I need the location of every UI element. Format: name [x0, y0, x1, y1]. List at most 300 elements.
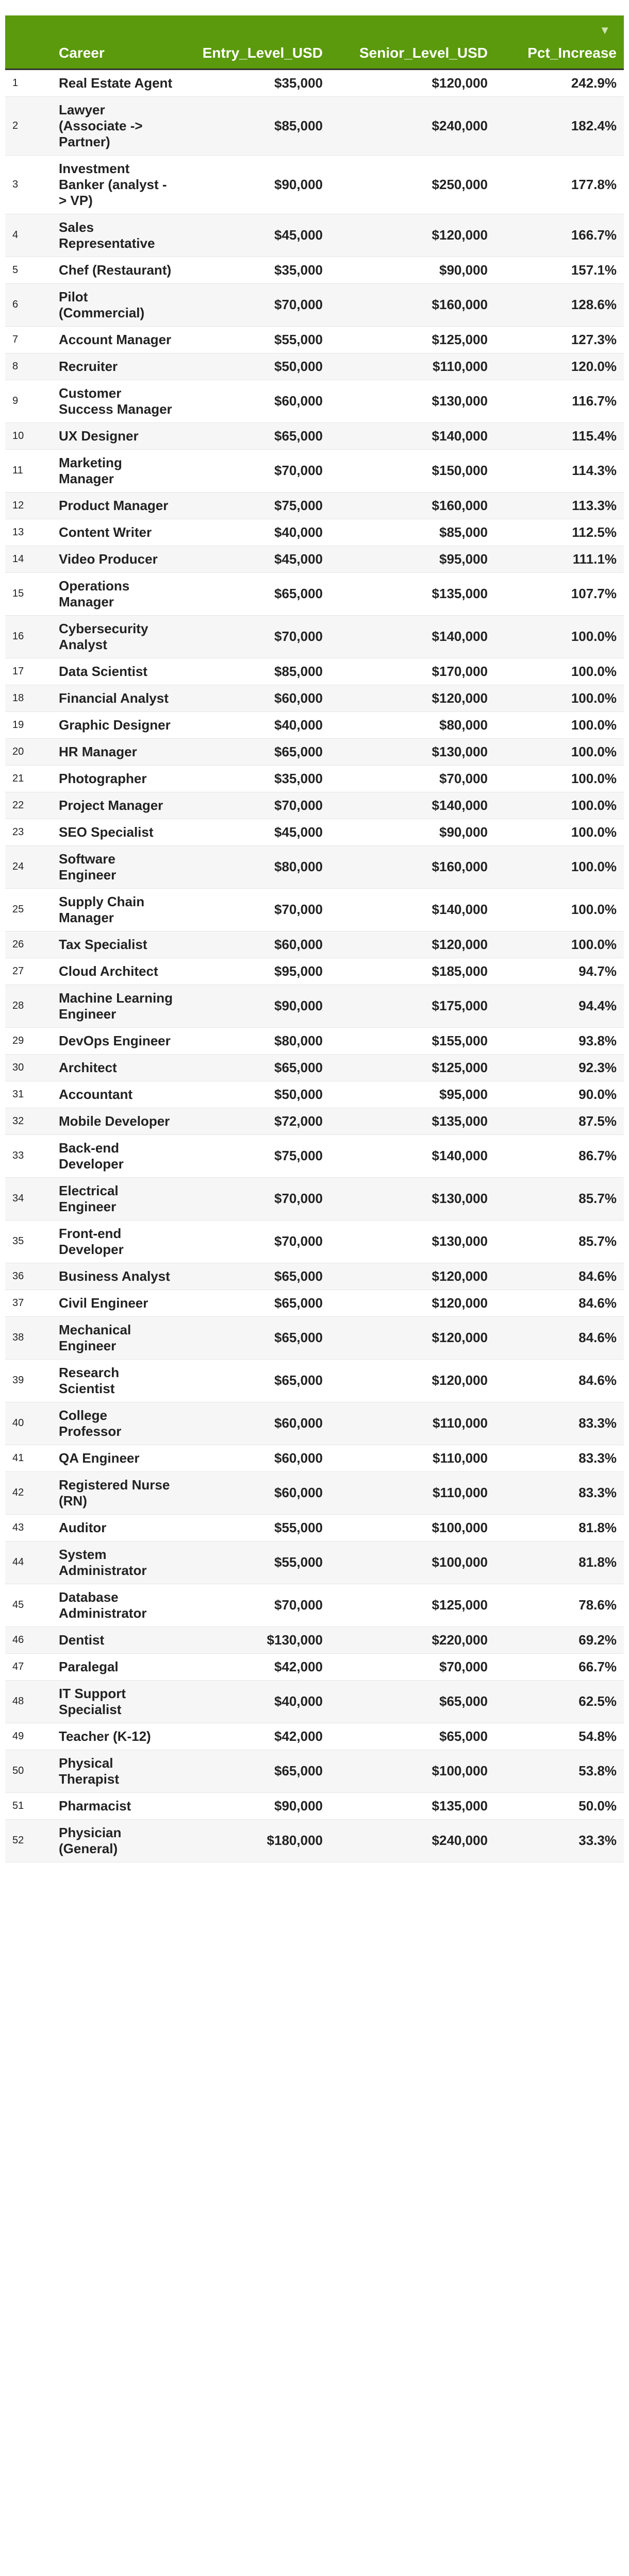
- pct-increase-cell: 83.3%: [495, 1471, 624, 1514]
- career-cell: Data Scientist: [52, 658, 180, 685]
- table-row: [5, 422, 624, 449]
- senior-level-cell: $95,000: [330, 1081, 495, 1108]
- career-cell: Photographer: [52, 765, 180, 792]
- career-cell: Financial Analyst: [52, 685, 180, 711]
- pct-increase-cell: 100.0%: [495, 888, 624, 931]
- career-cell: Recruiter: [52, 353, 180, 380]
- entry-level-cell: $60,000: [180, 380, 330, 422]
- rank-cell: 49: [5, 1723, 52, 1750]
- entry-level-cell: $80,000: [180, 845, 330, 888]
- column-header-entry-level[interactable]: Entry_Level_USD: [180, 15, 330, 69]
- career-cell: Dentist: [52, 1626, 180, 1653]
- rank-cell: 1: [5, 69, 52, 96]
- pct-increase-cell: 107.7%: [495, 572, 624, 615]
- career-cell: College Professor: [52, 1402, 180, 1445]
- entry-level-cell: $55,000: [180, 1541, 330, 1584]
- table-row: [5, 888, 624, 931]
- pct-increase-cell: 100.0%: [495, 845, 624, 888]
- pct-increase-cell: 84.6%: [495, 1316, 624, 1359]
- rank-cell: 3: [5, 155, 52, 214]
- entry-level-cell: $60,000: [180, 1445, 330, 1471]
- pct-increase-cell: 100.0%: [495, 819, 624, 845]
- table-row: [5, 326, 624, 353]
- senior-level-cell: $140,000: [330, 615, 495, 658]
- career-cell: Physical Therapist: [52, 1750, 180, 1792]
- rank-cell: 40: [5, 1402, 52, 1445]
- pct-increase-cell: 157.1%: [495, 257, 624, 283]
- pct-increase-cell: 78.6%: [495, 1584, 624, 1626]
- career-cell: Electrical Engineer: [52, 1177, 180, 1220]
- entry-level-cell: $45,000: [180, 214, 330, 257]
- senior-level-cell: $120,000: [330, 685, 495, 711]
- rank-cell: 5: [5, 257, 52, 283]
- table-row: [5, 1316, 624, 1359]
- rank-cell: 17: [5, 658, 52, 685]
- table-row: [5, 792, 624, 819]
- table-row: [5, 985, 624, 1027]
- table-row: [5, 69, 624, 96]
- rank-cell: 46: [5, 1626, 52, 1653]
- senior-level-cell: $135,000: [330, 1108, 495, 1134]
- table-row: [5, 1081, 624, 1108]
- entry-level-cell: $95,000: [180, 958, 330, 985]
- entry-level-cell: $65,000: [180, 1263, 330, 1290]
- entry-level-cell: $60,000: [180, 931, 330, 958]
- rank-cell: 18: [5, 685, 52, 711]
- career-cell: Marketing Manager: [52, 449, 180, 492]
- pct-increase-cell: 84.6%: [495, 1359, 624, 1402]
- rank-cell: 47: [5, 1653, 52, 1680]
- pct-increase-cell: 85.7%: [495, 1220, 624, 1263]
- senior-level-cell: $140,000: [330, 792, 495, 819]
- rank-cell: 2: [5, 96, 52, 155]
- senior-level-cell: $120,000: [330, 931, 495, 958]
- career-cell: Product Manager: [52, 492, 180, 519]
- senior-level-cell: $95,000: [330, 546, 495, 572]
- senior-level-cell: $70,000: [330, 765, 495, 792]
- senior-level-cell: $120,000: [330, 214, 495, 257]
- career-cell: Pilot (Commercial): [52, 283, 180, 326]
- entry-level-cell: $65,000: [180, 1054, 330, 1081]
- table-row: [5, 283, 624, 326]
- senior-level-cell: $110,000: [330, 1471, 495, 1514]
- pct-increase-cell: 84.6%: [495, 1290, 624, 1316]
- career-cell: Research Scientist: [52, 1359, 180, 1402]
- rank-cell: 12: [5, 492, 52, 519]
- pct-increase-cell: 81.8%: [495, 1514, 624, 1541]
- entry-level-cell: $70,000: [180, 283, 330, 326]
- rank-cell: 42: [5, 1471, 52, 1514]
- pct-increase-cell: 100.0%: [495, 765, 624, 792]
- table-row: [5, 1750, 624, 1792]
- rank-cell: 31: [5, 1081, 52, 1108]
- rank-cell: 19: [5, 711, 52, 738]
- career-cell: SEO Specialist: [52, 819, 180, 845]
- rank-cell: 39: [5, 1359, 52, 1402]
- rank-cell: 27: [5, 958, 52, 985]
- career-cell: Pharmacist: [52, 1792, 180, 1819]
- table-row: [5, 1402, 624, 1445]
- rank-cell: 52: [5, 1819, 52, 1862]
- rank-cell: 13: [5, 519, 52, 546]
- career-cell: Operations Manager: [52, 572, 180, 615]
- senior-level-cell: $140,000: [330, 422, 495, 449]
- senior-level-cell: $100,000: [330, 1514, 495, 1541]
- career-salary-table-chart: [5, 15, 624, 1862]
- pct-increase-cell: 100.0%: [495, 615, 624, 658]
- pct-increase-cell: 62.5%: [495, 1680, 624, 1723]
- rank-cell: 43: [5, 1514, 52, 1541]
- entry-level-cell: $70,000: [180, 1177, 330, 1220]
- entry-level-cell: $60,000: [180, 685, 330, 711]
- entry-level-cell: $40,000: [180, 1680, 330, 1723]
- career-cell: Architect: [52, 1054, 180, 1081]
- pct-increase-cell: 50.0%: [495, 1792, 624, 1819]
- rank-cell: 30: [5, 1054, 52, 1081]
- pct-increase-cell: 81.8%: [495, 1541, 624, 1584]
- table-row: [5, 1792, 624, 1819]
- rank-cell: 44: [5, 1541, 52, 1584]
- entry-level-cell: $65,000: [180, 1359, 330, 1402]
- senior-level-cell: $65,000: [330, 1680, 495, 1723]
- entry-level-cell: $55,000: [180, 1514, 330, 1541]
- rank-cell: 15: [5, 572, 52, 615]
- table-row: [5, 958, 624, 985]
- rank-cell: 38: [5, 1316, 52, 1359]
- rank-cell: 26: [5, 931, 52, 958]
- entry-level-cell: $45,000: [180, 819, 330, 845]
- senior-level-cell: $110,000: [330, 1445, 495, 1471]
- career-cell: Accountant: [52, 1081, 180, 1108]
- entry-level-cell: $130,000: [180, 1626, 330, 1653]
- table-row: [5, 1359, 624, 1402]
- pct-increase-cell: 100.0%: [495, 711, 624, 738]
- senior-level-cell: $80,000: [330, 711, 495, 738]
- table-row: [5, 1723, 624, 1750]
- career-cell: Auditor: [52, 1514, 180, 1541]
- table-row: [5, 1177, 624, 1220]
- senior-level-cell: $120,000: [330, 1263, 495, 1290]
- career-cell: Civil Engineer: [52, 1290, 180, 1316]
- senior-level-cell: $220,000: [330, 1626, 495, 1653]
- career-cell: Chef (Restaurant): [52, 257, 180, 283]
- pct-increase-cell: 112.5%: [495, 519, 624, 546]
- rank-cell: 21: [5, 765, 52, 792]
- table-row: [5, 380, 624, 422]
- table-row: [5, 1290, 624, 1316]
- table-row: [5, 1653, 624, 1680]
- rank-cell: 20: [5, 738, 52, 765]
- senior-level-cell: $120,000: [330, 69, 495, 96]
- pct-increase-cell: 84.6%: [495, 1263, 624, 1290]
- rank-cell: 33: [5, 1134, 52, 1177]
- pct-increase-cell: 166.7%: [495, 214, 624, 257]
- career-cell: Investment Banker (analyst -> VP): [52, 155, 180, 214]
- senior-level-cell: $240,000: [330, 1819, 495, 1862]
- rank-cell: 32: [5, 1108, 52, 1134]
- entry-level-cell: $70,000: [180, 1220, 330, 1263]
- table-row: [5, 711, 624, 738]
- senior-level-cell: $185,000: [330, 958, 495, 985]
- table-row: [5, 1027, 624, 1054]
- rank-cell: 45: [5, 1584, 52, 1626]
- senior-level-cell: $160,000: [330, 845, 495, 888]
- senior-level-cell: $110,000: [330, 1402, 495, 1445]
- table-row: [5, 1471, 624, 1514]
- career-cell: Registered Nurse (RN): [52, 1471, 180, 1514]
- entry-level-cell: $80,000: [180, 1027, 330, 1054]
- pct-increase-cell: 93.8%: [495, 1027, 624, 1054]
- table-row: [5, 1541, 624, 1584]
- pct-increase-cell: 87.5%: [495, 1108, 624, 1134]
- pct-increase-cell: 83.3%: [495, 1445, 624, 1471]
- career-cell: System Administrator: [52, 1541, 180, 1584]
- table-row: [5, 1584, 624, 1626]
- rank-cell: 23: [5, 819, 52, 845]
- career-cell: Supply Chain Manager: [52, 888, 180, 931]
- rank-cell: 7: [5, 326, 52, 353]
- pct-increase-cell: 69.2%: [495, 1626, 624, 1653]
- senior-level-cell: $110,000: [330, 353, 495, 380]
- entry-level-cell: $90,000: [180, 985, 330, 1027]
- column-header-rank[interactable]: [5, 15, 52, 69]
- entry-level-cell: $180,000: [180, 1819, 330, 1862]
- column-header-pct-increase[interactable]: [495, 15, 624, 69]
- pct-increase-cell: 100.0%: [495, 931, 624, 958]
- pct-increase-cell: 127.3%: [495, 326, 624, 353]
- senior-level-cell: $240,000: [330, 96, 495, 155]
- entry-level-cell: $50,000: [180, 353, 330, 380]
- rank-cell: 22: [5, 792, 52, 819]
- rank-cell: 6: [5, 283, 52, 326]
- rank-cell: 29: [5, 1027, 52, 1054]
- pct-increase-cell: 94.4%: [495, 985, 624, 1027]
- senior-level-cell: $150,000: [330, 449, 495, 492]
- entry-level-cell: $65,000: [180, 1290, 330, 1316]
- senior-level-cell: $135,000: [330, 572, 495, 615]
- rank-cell: 35: [5, 1220, 52, 1263]
- entry-level-cell: $42,000: [180, 1653, 330, 1680]
- entry-level-cell: $65,000: [180, 738, 330, 765]
- column-header-senior-level[interactable]: Senior_Level_USD: [330, 15, 495, 69]
- career-cell: Database Administrator: [52, 1584, 180, 1626]
- entry-level-cell: $35,000: [180, 257, 330, 283]
- senior-level-cell: $160,000: [330, 283, 495, 326]
- rank-cell: 24: [5, 845, 52, 888]
- senior-level-cell: $90,000: [330, 819, 495, 845]
- table-row: [5, 1514, 624, 1541]
- table-row: [5, 214, 624, 257]
- pct-increase-cell: 86.7%: [495, 1134, 624, 1177]
- pct-increase-cell: 128.6%: [495, 283, 624, 326]
- rank-cell: 25: [5, 888, 52, 931]
- entry-level-cell: $90,000: [180, 1792, 330, 1819]
- rank-cell: 4: [5, 214, 52, 257]
- table-row: [5, 519, 624, 546]
- rank-cell: 36: [5, 1263, 52, 1290]
- senior-level-cell: $100,000: [330, 1750, 495, 1792]
- table-row: [5, 1626, 624, 1653]
- pct-increase-cell: 83.3%: [495, 1402, 624, 1445]
- senior-level-cell: $125,000: [330, 1584, 495, 1626]
- pct-increase-cell: 53.8%: [495, 1750, 624, 1792]
- entry-level-cell: $65,000: [180, 1750, 330, 1792]
- senior-level-cell: $65,000: [330, 1723, 495, 1750]
- pct-increase-cell: 90.0%: [495, 1081, 624, 1108]
- salary-table: [5, 15, 624, 1862]
- career-cell: QA Engineer: [52, 1445, 180, 1471]
- entry-level-cell: $40,000: [180, 711, 330, 738]
- career-cell: Front-end Developer: [52, 1220, 180, 1263]
- rank-cell: 28: [5, 985, 52, 1027]
- entry-level-cell: $60,000: [180, 1471, 330, 1514]
- career-cell: Tax Specialist: [52, 931, 180, 958]
- rank-cell: 37: [5, 1290, 52, 1316]
- career-cell: Teacher (K-12): [52, 1723, 180, 1750]
- career-cell: Mechanical Engineer: [52, 1316, 180, 1359]
- career-cell: Cloud Architect: [52, 958, 180, 985]
- entry-level-cell: $35,000: [180, 765, 330, 792]
- rank-cell: 14: [5, 546, 52, 572]
- career-cell: Software Engineer: [52, 845, 180, 888]
- entry-level-cell: $70,000: [180, 449, 330, 492]
- rank-cell: 8: [5, 353, 52, 380]
- entry-level-cell: $35,000: [180, 69, 330, 96]
- senior-level-cell: $130,000: [330, 380, 495, 422]
- table-row: [5, 1819, 624, 1862]
- pct-increase-cell: 85.7%: [495, 1177, 624, 1220]
- career-cell: Paralegal: [52, 1653, 180, 1680]
- career-cell: HR Manager: [52, 738, 180, 765]
- entry-level-cell: $75,000: [180, 492, 330, 519]
- career-cell: Lawyer (Associate -> Partner): [52, 96, 180, 155]
- table-row: [5, 1680, 624, 1723]
- rank-cell: 51: [5, 1792, 52, 1819]
- career-cell: Video Producer: [52, 546, 180, 572]
- table-row: [5, 492, 624, 519]
- career-cell: Back-end Developer: [52, 1134, 180, 1177]
- career-cell: UX Designer: [52, 422, 180, 449]
- table-row: [5, 819, 624, 845]
- entry-level-cell: $70,000: [180, 1584, 330, 1626]
- table-row: [5, 1220, 624, 1263]
- senior-level-cell: $170,000: [330, 658, 495, 685]
- senior-level-cell: $140,000: [330, 1134, 495, 1177]
- entry-level-cell: $90,000: [180, 155, 330, 214]
- senior-level-cell: $120,000: [330, 1316, 495, 1359]
- entry-level-cell: $70,000: [180, 888, 330, 931]
- pct-increase-cell: 94.7%: [495, 958, 624, 985]
- pct-increase-cell: 100.0%: [495, 792, 624, 819]
- rank-cell: 41: [5, 1445, 52, 1471]
- pct-increase-cell: 114.3%: [495, 449, 624, 492]
- career-cell: IT Support Specialist: [52, 1680, 180, 1723]
- pct-increase-cell: 100.0%: [495, 685, 624, 711]
- career-cell: Account Manager: [52, 326, 180, 353]
- senior-level-cell: $70,000: [330, 1653, 495, 1680]
- rank-cell: 11: [5, 449, 52, 492]
- senior-level-cell: $130,000: [330, 1177, 495, 1220]
- entry-level-cell: $72,000: [180, 1108, 330, 1134]
- pct-increase-cell: 54.8%: [495, 1723, 624, 1750]
- career-cell: Machine Learning Engineer: [52, 985, 180, 1027]
- column-header-pct-increase-label: Pct_Increase: [527, 44, 617, 61]
- pct-increase-cell: 115.4%: [495, 422, 624, 449]
- career-cell: Project Manager: [52, 792, 180, 819]
- table-row: [5, 1263, 624, 1290]
- senior-level-cell: $125,000: [330, 326, 495, 353]
- senior-level-cell: $100,000: [330, 1541, 495, 1584]
- entry-level-cell: $75,000: [180, 1134, 330, 1177]
- pct-increase-cell: 242.9%: [495, 69, 624, 96]
- pct-increase-cell: 100.0%: [495, 658, 624, 685]
- pct-increase-cell: 111.1%: [495, 546, 624, 572]
- entry-level-cell: $42,000: [180, 1723, 330, 1750]
- table-row: [5, 1445, 624, 1471]
- rank-cell: 9: [5, 380, 52, 422]
- senior-level-cell: $120,000: [330, 1290, 495, 1316]
- table-row: [5, 155, 624, 214]
- table-row: [5, 1134, 624, 1177]
- senior-level-cell: $130,000: [330, 738, 495, 765]
- pct-increase-cell: 113.3%: [495, 492, 624, 519]
- table-header-row: [5, 15, 624, 69]
- pct-increase-cell: 92.3%: [495, 1054, 624, 1081]
- entry-level-cell: $65,000: [180, 1316, 330, 1359]
- senior-level-cell: $160,000: [330, 492, 495, 519]
- career-cell: Mobile Developer: [52, 1108, 180, 1134]
- career-cell: Real Estate Agent: [52, 69, 180, 96]
- pct-increase-cell: 182.4%: [495, 96, 624, 155]
- entry-level-cell: $85,000: [180, 658, 330, 685]
- pct-increase-cell: 116.7%: [495, 380, 624, 422]
- table-row: [5, 96, 624, 155]
- rank-cell: 10: [5, 422, 52, 449]
- sort-descending-icon[interactable]: ▼: [599, 24, 610, 37]
- entry-level-cell: $40,000: [180, 519, 330, 546]
- rank-cell: 48: [5, 1680, 52, 1723]
- career-cell: Business Analyst: [52, 1263, 180, 1290]
- senior-level-cell: $250,000: [330, 155, 495, 214]
- pct-increase-cell: 66.7%: [495, 1653, 624, 1680]
- senior-level-cell: $140,000: [330, 888, 495, 931]
- table-body: [5, 69, 624, 1862]
- table-row: [5, 546, 624, 572]
- pct-increase-cell: 177.8%: [495, 155, 624, 214]
- column-header-career[interactable]: Career: [52, 15, 180, 69]
- senior-level-cell: $130,000: [330, 1220, 495, 1263]
- entry-level-cell: $65,000: [180, 572, 330, 615]
- senior-level-cell: $155,000: [330, 1027, 495, 1054]
- table-row: [5, 1054, 624, 1081]
- entry-level-cell: $50,000: [180, 1081, 330, 1108]
- table-row: [5, 257, 624, 283]
- senior-level-cell: $175,000: [330, 985, 495, 1027]
- table-row: [5, 572, 624, 615]
- pct-increase-cell: 120.0%: [495, 353, 624, 380]
- entry-level-cell: $65,000: [180, 422, 330, 449]
- entry-level-cell: $70,000: [180, 792, 330, 819]
- rank-cell: 50: [5, 1750, 52, 1792]
- table-row: [5, 765, 624, 792]
- career-cell: DevOps Engineer: [52, 1027, 180, 1054]
- table-row: [5, 685, 624, 711]
- pct-increase-cell: 100.0%: [495, 738, 624, 765]
- pct-increase-cell: 33.3%: [495, 1819, 624, 1862]
- entry-level-cell: $45,000: [180, 546, 330, 572]
- table-row: [5, 931, 624, 958]
- career-cell: Cybersecurity Analyst: [52, 615, 180, 658]
